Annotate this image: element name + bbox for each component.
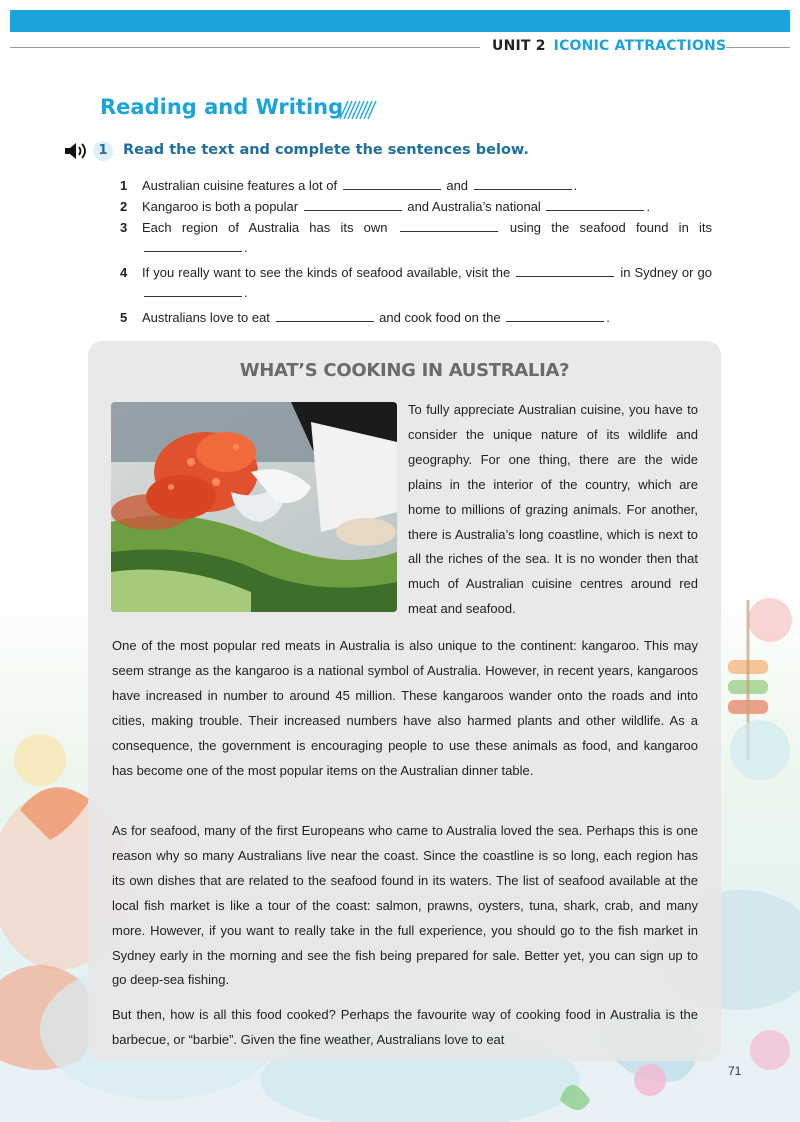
answer-blank[interactable] xyxy=(144,284,242,297)
article-paragraph-1: To fully appreciate Australian cuisine, you have to consider the unique nature of its wildlife and geography. For one thing, there are the wide plains in the interior of the country, which are home to millions of grazing animals. For another, there is Australia’s long coastline, which is next to all the riches of the sea. It is no wonder then that much of Australian cuisine centres around red meat and seafood. xyxy=(408,402,698,617)
sentence-text: If you really want to see the kinds of seafood available, visit the xyxy=(142,265,515,280)
unit-title: ICONIC ATTRACTIONS xyxy=(553,38,727,54)
sentence-text: . xyxy=(646,199,651,214)
sentence-item xyxy=(120,176,712,196)
article-title: WHAT’S COOKING IN AUSTRALIA? xyxy=(239,360,570,381)
article-paragraph-2: One of the most popular red meats in Australia is also unique to the continent: kangaroo. This may seem strange as the kangaroo is a national symbol of Australia. However, in recent years, kangaroos have increased in number to around 45 million. These kangaroos wander onto the roads and into cities, making trouble. Their increased numbers have also harmed plants and other wildlife. As a consequence, the government is encouraging people to use these animals as food, and kangaroo has become one of the most popular items on the Australian dinner table. xyxy=(112,638,698,778)
sentence-text: . xyxy=(244,285,248,300)
sentence-text: Australian cuisine features a lot of xyxy=(142,178,341,193)
sentence-text: . xyxy=(244,240,248,255)
unit-number: UNIT 2 xyxy=(492,38,546,54)
sentence-item xyxy=(120,263,712,303)
sentence-item xyxy=(120,218,712,258)
sentence-list xyxy=(120,176,712,329)
sentence-text: and xyxy=(442,178,472,193)
answer-blank[interactable] xyxy=(144,239,242,252)
seafood-photo xyxy=(111,402,397,612)
sentence-text: in Sydney or go xyxy=(616,265,713,280)
answer-blank[interactable] xyxy=(546,198,644,211)
answer-blank[interactable] xyxy=(400,219,498,232)
answer-blank[interactable] xyxy=(343,177,441,190)
sentence-number: 5 xyxy=(120,310,128,325)
title-stripes-decoration xyxy=(338,100,378,120)
sentence-number: 1 xyxy=(120,178,128,193)
answer-blank[interactable] xyxy=(304,198,402,211)
page-number: 71 xyxy=(728,1064,742,1078)
sentence-text: using the seafood found in its xyxy=(499,220,713,235)
sentence-item xyxy=(120,197,712,217)
header-rule-right xyxy=(726,47,790,48)
answer-blank[interactable] xyxy=(516,264,614,277)
top-color-bar xyxy=(10,10,790,32)
sentence-text: and Australia’s national xyxy=(403,199,545,214)
sentence-text: . xyxy=(573,178,578,193)
header-rule-left xyxy=(10,47,480,48)
answer-blank[interactable] xyxy=(506,309,604,322)
sentence-number: 3 xyxy=(120,220,128,235)
article-paragraph-3: As for seafood, many of the first Europeans who came to Australia loved the sea. Perhaps this is one reason why so many Australians live near the coast. Since the coastline is so long, each region has its own dishes that are related to the seafood found in its waters. The list of seafood available at the local fish market is like a tour of the coast: salmon, prawns, oysters, tuna, shark, crab, and many more. However, if you want to really take in the full experience, you should go to the fish market in Sydney early in the morning and see the fish being prepared for sale. Better yet, you can sign up to go deep-sea fishing. xyxy=(112,823,698,988)
answer-blank[interactable] xyxy=(276,309,374,322)
sentence-number: 4 xyxy=(120,265,128,280)
sentence-text: Kangaroo is both a popular xyxy=(142,199,302,214)
unit-header xyxy=(492,38,726,58)
sentence-item xyxy=(120,308,712,328)
sentence-text: Australians love to eat xyxy=(142,310,274,325)
article-paragraph-4: But then, how is all this food cooked? Perhaps the favourite way of cooking food in Australia is the barbecue, or “barbie”. Given the fine weather, Australians love to eat xyxy=(112,1007,698,1047)
exercise-instruction: Read the text and complete the sentences below. xyxy=(123,142,529,158)
answer-blank[interactable] xyxy=(474,177,572,190)
section-title: Reading and Writing xyxy=(100,95,344,119)
sentence-text: Each region of Australia has its own xyxy=(142,220,398,235)
sentence-number: 2 xyxy=(120,199,128,214)
sentence-text: and cook food on the xyxy=(375,310,505,325)
exercise-number: 1 xyxy=(93,141,113,161)
speaker-icon[interactable] xyxy=(64,141,90,161)
sentence-text: . xyxy=(606,310,610,325)
